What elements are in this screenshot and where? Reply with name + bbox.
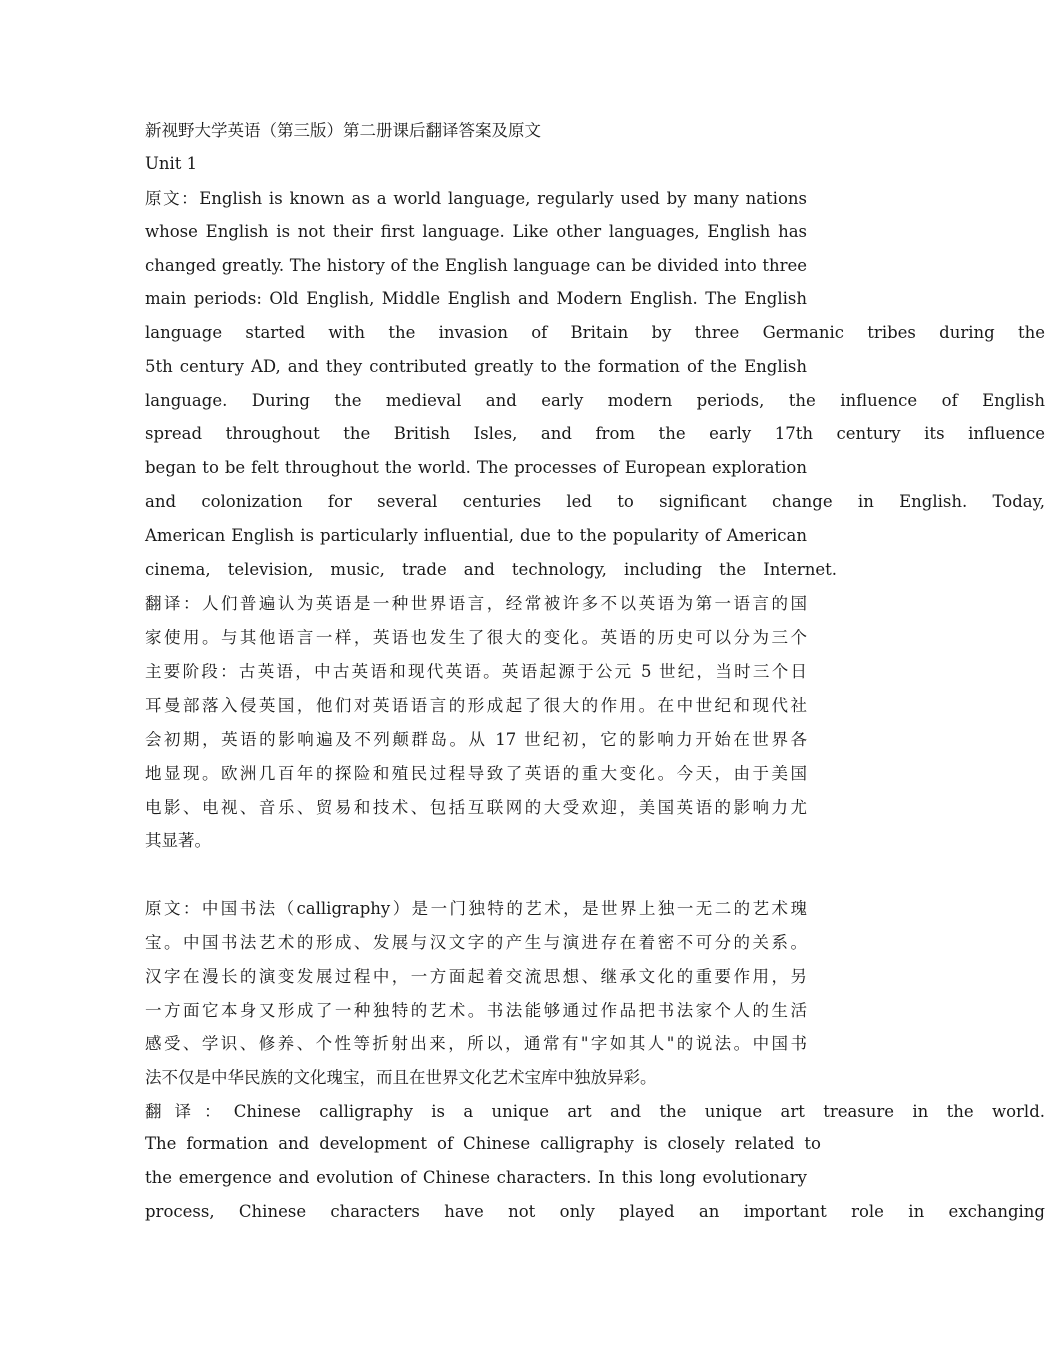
passage1-source-line: spread throughout the British Isles, and from the early 17th century its influence — [145, 424, 1045, 443]
passage2-source-line: 感受、学识、修养、个性等折射出来，所以，通常有"字如其人"的说法。中国书 — [145, 1034, 807, 1053]
unit-heading: Unit 1 — [145, 154, 198, 173]
passage2-source-line: 原文：中国书法（calligraphy）是一门独特的艺术，是世界上独一无二的艺术瑰 — [145, 899, 807, 918]
passage1-source-line: and colonization for several centuries led to significant change in English. Today, — [145, 492, 1045, 511]
passage2-translation-line: the emergence and evolution of Chinese characters. In this long evolutionary — [145, 1168, 807, 1187]
passage1-translation-line: 电影、电视、音乐、贸易和技术、包括互联网的大受欢迎，美国英语的影响力尤 — [145, 798, 807, 817]
passage1-translation-line: 家使用。与其他语言一样，英语也发生了很大的变化。英语的历史可以分为三个 — [145, 628, 807, 647]
passage2-source-line: 一方面它本身又形成了一种独特的艺术。书法能够通过作品把书法家个人的生活 — [145, 1001, 807, 1020]
passage1-source-line: 原文：English is known as a world language, regularly used by many nations — [145, 189, 807, 208]
passage2-translation-line: process, Chinese characters have not only played an important role in exchanging — [145, 1202, 1045, 1221]
document-title: 新视野大学英语（第三版）第二册课后翻译答案及原文 — [145, 121, 541, 140]
passage1-translation-line: 其显著。 — [145, 831, 211, 850]
passage1-source-line: language. During the medieval and early modern periods, the influence of English — [145, 391, 1045, 410]
passage2-source-line: 宝。中国书法艺术的形成、发展与汉文字的产生与演进存在着密不可分的关系。 — [145, 933, 807, 952]
passage1-source-line: cinema, television, music, trade and technology, including the Internet. — [145, 560, 837, 579]
passage1-translation-line: 翻译：人们普遍认为英语是一种世界语言，经常被许多不以英语为第一语言的国 — [145, 594, 807, 613]
passage1-source-line: 5th century AD, and they contributed greatly to the formation of the English — [145, 357, 807, 376]
passage1-source-line: whose English is not their first language. Like other languages, English has — [145, 222, 807, 241]
passage2-translation-line: The formation and development of Chinese calligraphy is closely related to — [145, 1134, 821, 1153]
passage1-source-line: main periods: Old English, Middle English and Modern English. The English — [145, 289, 807, 308]
passage2-source-line: 法不仅是中华民族的文化瑰宝，而且在世界文化艺术宝库中独放异彩。 — [145, 1068, 657, 1087]
passage1-source-line: began to be felt throughout the world. The processes of European exploration — [145, 458, 807, 477]
passage1-translation-line: 主要阶段：古英语，中古英语和现代英语。英语起源于公元 5 世纪，当时三个日 — [145, 662, 807, 681]
passage2-source-line: 汉字在漫长的演变发展过程中，一方面起着交流思想、继承文化的重要作用，另 — [145, 967, 807, 986]
passage1-translation-line: 地显现。欧洲几百年的探险和殖民过程导致了英语的重大变化。今天，由于美国 — [145, 764, 807, 783]
passage1-translation-line: 耳曼部落入侵英国，他们对英语语言的形成起了很大的作用。在中世纪和现代社 — [145, 696, 807, 715]
passage2-translation-line: 翻译：Chinese calligraphy is a unique art and the unique art treasure in the world. — [145, 1102, 1045, 1121]
passage1-translation-line: 会初期，英语的影响遍及不列颠群岛。从 17 世纪初，它的影响力开始在世界各 — [145, 730, 807, 749]
passage1-source-line: language started with the invasion of Britain by three Germanic tribes during the — [145, 323, 1045, 342]
passage1-source-line: American English is particularly influential, due to the popularity of American — [145, 526, 807, 545]
passage1-source-line: changed greatly. The history of the English language can be divided into three — [145, 256, 807, 275]
